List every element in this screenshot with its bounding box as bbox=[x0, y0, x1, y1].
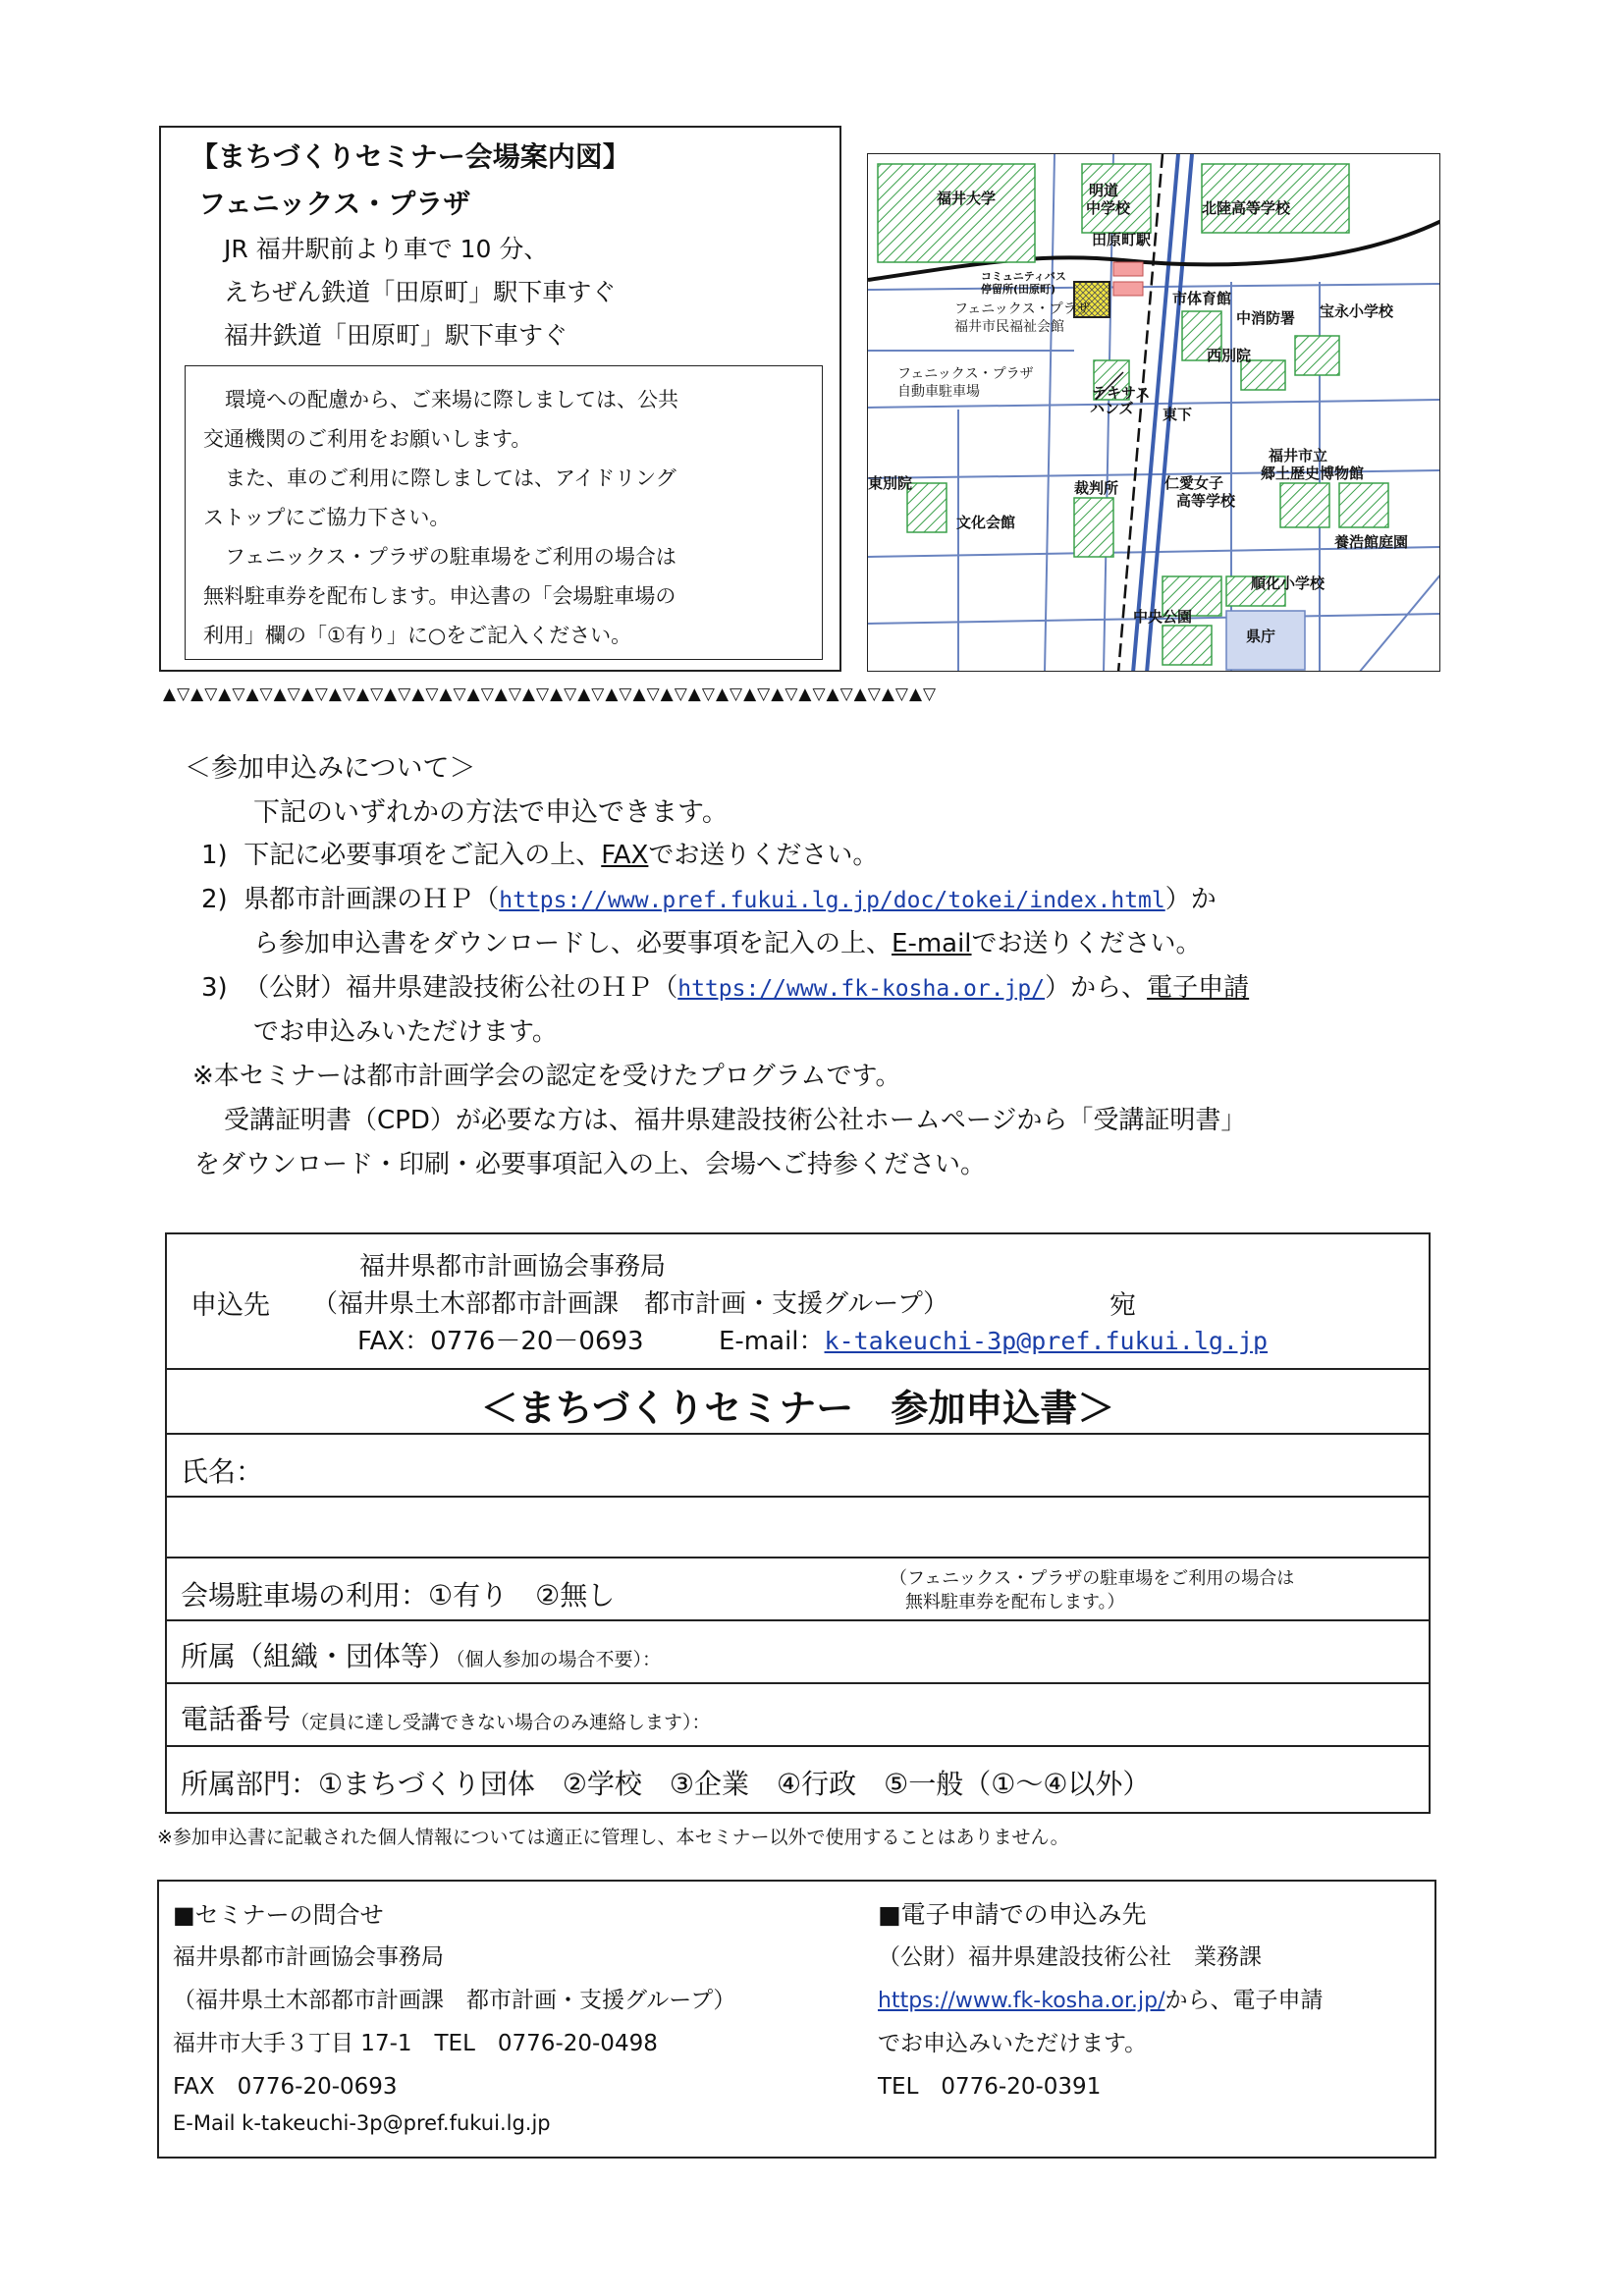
name-label: 氏名： bbox=[181, 1455, 264, 1488]
map-label-junka: 順化小学校 bbox=[1251, 574, 1325, 592]
venue-name: フェニックス・プラザ bbox=[198, 188, 471, 220]
map-label-phoenix: フェニックス・プラザ bbox=[954, 301, 1091, 317]
contact-right-a: から、電子申請 bbox=[1164, 1988, 1324, 2013]
method-1-num: 1) bbox=[201, 841, 228, 870]
map-label-meido: 明道 bbox=[1089, 182, 1119, 199]
dest-to: 宛 bbox=[1109, 1290, 1136, 1321]
map-label-kencho: 県庁 bbox=[1246, 628, 1276, 645]
method-1-text-b: でお送りください。 bbox=[648, 841, 879, 870]
parking-label: 会場駐車場の利用：①有り ②無し bbox=[181, 1579, 616, 1612]
map-label-hoei: 宝永小学校 bbox=[1320, 302, 1394, 320]
method-2-text-c: ら参加申込書をダウンロードし、必要事項を記入の上、 bbox=[253, 929, 893, 958]
method-2-text: 県都市計画課のＨＰ（ bbox=[243, 885, 500, 914]
map-label-hokuriku: 北陸高等学校 bbox=[1202, 199, 1291, 217]
method-2-text-d: でお送りください。 bbox=[971, 929, 1202, 958]
venue-notice-box bbox=[185, 365, 823, 660]
contact-left-heading: ■セミナーの問合せ bbox=[173, 1901, 384, 1929]
method-3-text-b: ）から、 bbox=[1045, 973, 1148, 1003]
venue-access-1: JR 福井駅前より車で 10 分、 bbox=[224, 235, 549, 263]
notice-line-6: 無料駐車券を配布します。申込書の「会場駐車場の bbox=[203, 584, 676, 608]
dest-mail-link[interactable]: k-takeuchi-3p@pref.fukui.lg.jp bbox=[824, 1327, 1269, 1355]
map-label-nishi: 西別院 bbox=[1207, 347, 1252, 364]
dest-dept: （福井県土木部都市計画課 都市計画・支援グループ） bbox=[312, 1289, 949, 1319]
parking-note-1: （フェニックス・プラザの駐車場をご利用の場合は bbox=[890, 1568, 1295, 1589]
venue-access-3: 福井鉄道「田原町」駅下車すぐ bbox=[224, 321, 568, 350]
contact-kosha-link[interactable]: https://www.fk-kosha.or.jp/ bbox=[878, 1989, 1165, 2013]
contact-left-4: FAX 0776-20-0693 bbox=[173, 2074, 398, 2100]
parking-note-2: 無料駐車券を配布します。） bbox=[905, 1592, 1125, 1613]
contact-right-tel: TEL 0776-20-0391 bbox=[878, 2074, 1102, 2100]
contact-right-url-line bbox=[878, 1982, 1324, 2014]
method-1-text: 下記に必要事項をご記入の上、 bbox=[243, 841, 602, 870]
map-label-meido2: 中学校 bbox=[1086, 199, 1131, 217]
map-label-community: コミュニティバス bbox=[981, 270, 1066, 283]
notice-line-1: 環境への配慮から、ご来場に際しましては、公共 bbox=[225, 388, 678, 411]
method-3 bbox=[201, 967, 1249, 1004]
affiliation-label: 所属（組織・団体等） bbox=[181, 1640, 457, 1672]
cpd-note-2: 受講証明書（CPD）が必要な方は、福井県建設技術公社ホームページから「受講証明書」 bbox=[224, 1106, 1247, 1135]
dest-mail-line bbox=[719, 1321, 1268, 1357]
method-3-num: 3) bbox=[201, 973, 228, 1003]
apply-intro: 下記のいずれかの方法で申込できます。 bbox=[253, 797, 729, 828]
notice-line-7: 利用」欄の「①有り」に○をご記入ください。 bbox=[203, 624, 632, 647]
map-label-yokoso: 養浩館庭園 bbox=[1334, 533, 1409, 551]
parking-row[interactable] bbox=[167, 1557, 1429, 1619]
dest-org: 福井県都市計画協会事務局 bbox=[359, 1252, 667, 1282]
map-graphic bbox=[868, 154, 1440, 672]
venue-map bbox=[867, 153, 1440, 672]
phone-row[interactable] bbox=[167, 1682, 1429, 1745]
map-label-museum: 郷土歴史博物館 bbox=[1261, 465, 1365, 482]
contact-right-heading: ■電子申請での申込み先 bbox=[878, 1900, 1147, 1929]
affiliation-note: （個人参加の場合不要）： bbox=[456, 1649, 662, 1670]
contact-left-5: E-Mail k-takeuchi-3p@pref.fukui.lg.jp bbox=[173, 2111, 551, 2135]
method-1-fax: FAX bbox=[601, 841, 649, 870]
affiliation-row[interactable] bbox=[167, 1619, 1429, 1682]
venue-access-2: えちぜん鉄道「田原町」駅下車すぐ bbox=[224, 278, 617, 306]
apply-heading: ＜参加申込みについて＞ bbox=[185, 753, 476, 784]
map-label-fukui-univ: 福井大学 bbox=[937, 190, 997, 207]
contact-left-1: 福井県都市計画協会事務局 bbox=[173, 1944, 444, 1970]
triangle-divider: ▲▽▲▽▲▽▲▽▲▽▲▽▲▽▲▽▲▽▲▽▲▽▲▽▲▽▲▽▲▽▲▽▲▽▲▽▲▽▲▽▲▽▲▽▲▽▲▽▲▽▲▽▲▽▲▽ bbox=[163, 684, 938, 704]
map-label-parking: フェニックス・プラザ bbox=[897, 366, 1034, 382]
phone-line bbox=[181, 1698, 711, 1737]
notice-line-5: フェニックス・プラザの駐車場をご利用の場合は bbox=[225, 545, 676, 569]
method-2-cont bbox=[253, 923, 1202, 959]
map-label-chuo: 中央公園 bbox=[1133, 608, 1193, 626]
map-label-nakagome: 中消防署 bbox=[1236, 309, 1296, 327]
name-row[interactable] bbox=[167, 1433, 1429, 1496]
notice-line-2: 交通機関のご利用をお願いします。 bbox=[203, 427, 532, 451]
notice-line-4: ストップにご協力下さい。 bbox=[203, 506, 451, 529]
cpd-note-1: ※本セミナーは都市計画学会の認定を受けたプログラムです。 bbox=[192, 1062, 901, 1091]
phone-label: 電話番号 bbox=[181, 1703, 292, 1735]
dest-mail-label: E-mail： bbox=[719, 1327, 825, 1356]
phone-note: （定員に達し受講できない場合のみ連絡します）： bbox=[291, 1712, 711, 1733]
pref-hp-link[interactable]: https://www.pref.fukui.lg.jp/doc/tokei/index.html bbox=[499, 888, 1165, 913]
department-label: 所属部門：①まちづくり団体 ②学校 ③企業 ④行政 ⑤一般（①～④以外） bbox=[181, 1768, 1151, 1800]
map-label-tawaramachi: 田原町駅 bbox=[1092, 231, 1152, 248]
method-1 bbox=[201, 835, 878, 871]
map-label-jinai: 仁愛女子 bbox=[1164, 474, 1224, 492]
map-label-phoenix2: 福井市民福祉会館 bbox=[954, 319, 1064, 335]
map-label-parking2: 自動車駐車場 bbox=[897, 384, 980, 400]
application-form bbox=[165, 1232, 1431, 1814]
method-3-text: （公財）福井県建設技術公社のＨＰ（ bbox=[243, 973, 678, 1003]
map-label-texas2: ハンズ bbox=[1090, 400, 1134, 417]
name-field[interactable] bbox=[167, 1496, 1429, 1557]
contact-left-3: 福井市大手３丁目 17-1 TEL 0776-20-0498 bbox=[173, 2031, 658, 2056]
method-2 bbox=[201, 879, 1217, 915]
dest-label: 申込先 bbox=[190, 1290, 270, 1321]
contact-right-b: でお申込みいただけます。 bbox=[878, 2031, 1148, 2056]
dest-fax: FAX：0776－20－0693 bbox=[357, 1327, 644, 1356]
map-label-jinai2: 高等学校 bbox=[1176, 492, 1236, 510]
venue-box bbox=[159, 126, 841, 672]
affiliation-line bbox=[181, 1635, 661, 1674]
venue-heading: 【まちづくりセミナー会場案内図】 bbox=[190, 140, 630, 173]
map-label-court: 裁判所 bbox=[1074, 479, 1119, 497]
form-title-row bbox=[167, 1368, 1429, 1433]
map-label-bunka: 文化会館 bbox=[956, 514, 1016, 531]
map-label-higashibetsu: 東別院 bbox=[868, 474, 913, 492]
form-title: ＜まちづくりセミナー 参加申込書＞ bbox=[480, 1387, 1115, 1430]
map-label-texas: テキサス bbox=[1092, 384, 1151, 402]
contact-left-2: （福井県土木部都市計画課 都市計画・支援グループ） bbox=[173, 1988, 736, 2013]
method-3-cont: でお申込みいただけます。 bbox=[253, 1017, 558, 1047]
method-2-email: E-mail bbox=[892, 929, 972, 958]
contact-right-org: （公財）福井県建設技術公社 業務課 bbox=[878, 1944, 1262, 1970]
map-label-gym: 市体育館 bbox=[1172, 290, 1232, 307]
privacy-note: ※参加申込書に記載された個人情報については適正に管理し、本セミナー以外で使用することはありません。 bbox=[157, 1827, 1069, 1848]
method-2-num: 2) bbox=[201, 885, 228, 914]
notice-line-3: また、車のご利用に際しましては、アイドリング bbox=[225, 466, 676, 490]
method-2-text-b: ）か bbox=[1164, 885, 1217, 914]
cpd-note-3: をダウンロード・印刷・必要事項記入の上、会場へご持参ください。 bbox=[194, 1150, 987, 1179]
map-label-fukui-city: 福井市立 bbox=[1269, 447, 1328, 465]
contact-box bbox=[157, 1880, 1436, 2159]
map-label-community2: 停留所(田原町) bbox=[981, 283, 1056, 296]
e-application-link[interactable]: 電子申請 bbox=[1147, 973, 1250, 1003]
department-row[interactable] bbox=[167, 1745, 1429, 1814]
kosha-hp-link[interactable]: https://www.fk-kosha.or.jp/ bbox=[677, 976, 1046, 1002]
map-label-higashishita: 東下 bbox=[1163, 406, 1193, 423]
